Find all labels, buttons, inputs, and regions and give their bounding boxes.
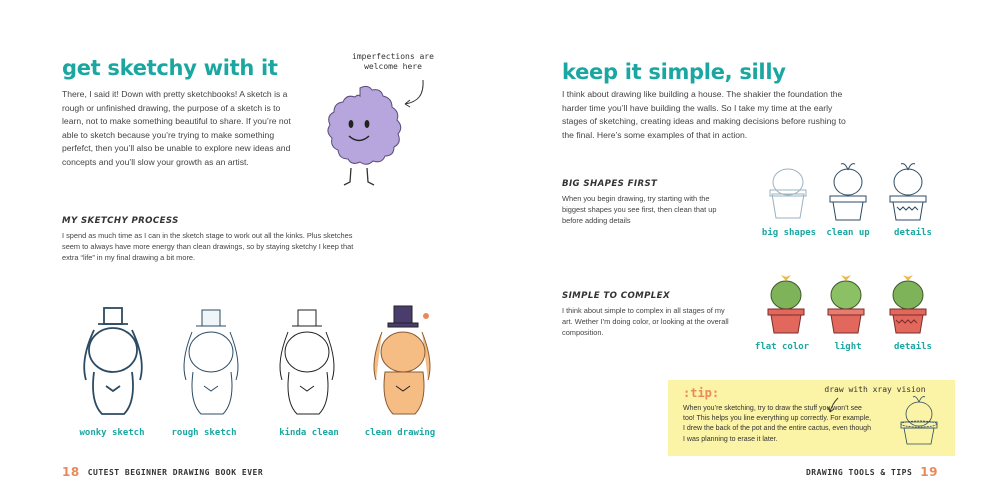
page-number-left: 18: [62, 465, 80, 479]
caption-big-shapes: big shapes: [761, 228, 817, 238]
caption-details-2: details: [894, 342, 932, 352]
xray-callout: draw with xray vision: [824, 385, 926, 394]
caption-rough-sketch: rough sketch: [171, 428, 237, 438]
caption-wonky-sketch: wonky sketch: [79, 428, 145, 438]
right-page-title: keep it simple, silly: [562, 60, 786, 84]
tip-text: When you’re sketching, try to draw the stuff you won’t see too! This helps you line everything up correctly. For example, I drew the back of the pot and the entire cactus, even though I was planning to erase it later.: [683, 405, 872, 443]
big-shapes-heading: BIG SHAPES FIRST: [562, 179, 658, 189]
left-footer-title: CUTEST BEGINNER DRAWING BOOK EVER: [87, 467, 264, 477]
simple-complex-text: I think about simple to complex in all stages of my art. Wether I’m doing color, or looking at the overall composition.: [562, 306, 729, 337]
caption-clean-up: clean up: [826, 228, 870, 238]
cactus-xray-sketch: [895, 394, 945, 449]
caption-clean-drawing: clean drawing: [364, 428, 436, 438]
left-page-title: get sketchy with it: [62, 56, 278, 80]
caption-flat-color: flat color: [754, 342, 810, 352]
big-shapes-text: When you begin drawing, try starting with the biggest shapes you see first, then clean that up before adding details: [562, 194, 717, 225]
right-intro-text: I think about drawing like building a house. The shakier the foundation the harder time you’ll have building the walls. So I take my time at the early stages of sketching, creating ideas and making decisions before rushing to the final. Here’s some examples of that in action.: [562, 89, 846, 140]
caption-details-1: details: [894, 228, 932, 238]
page-number-right: 19: [920, 465, 938, 479]
simple-complex-heading: SIMPLE TO COMPLEX: [562, 291, 670, 301]
left-intro-text: There, I said it! Down with pretty sketchbooks! A sketch is a rough or unfinished drawing, the purpose of a sketch is to learn, not to make something beautiful to share. If you’re not able to sketch because you’re trying to make something perfefct, then you’ll also be unable to explore new ideas and concepts and you’ll slow your growth as an artist.: [62, 89, 291, 167]
caption-kinda-clean: kinda clean: [279, 428, 339, 438]
imperfections-callout: imperfections are welcome here: [352, 52, 434, 71]
caption-light: light: [834, 342, 862, 352]
right-footer-title: DRAWING TOOLS & TIPS: [805, 467, 913, 477]
tip-label: :tip:: [683, 386, 720, 400]
process-heading: MY SKETCHY PROCESS: [62, 216, 179, 226]
right-footer: [806, 465, 938, 479]
process-text: I spend as much time as I can in the sketch stage to work out all the kinks. Plus sketches seem to always have more energy than clean drawings, so by staying sketchy I keep that extra “life” in my final drawing a bit more.: [62, 231, 354, 262]
